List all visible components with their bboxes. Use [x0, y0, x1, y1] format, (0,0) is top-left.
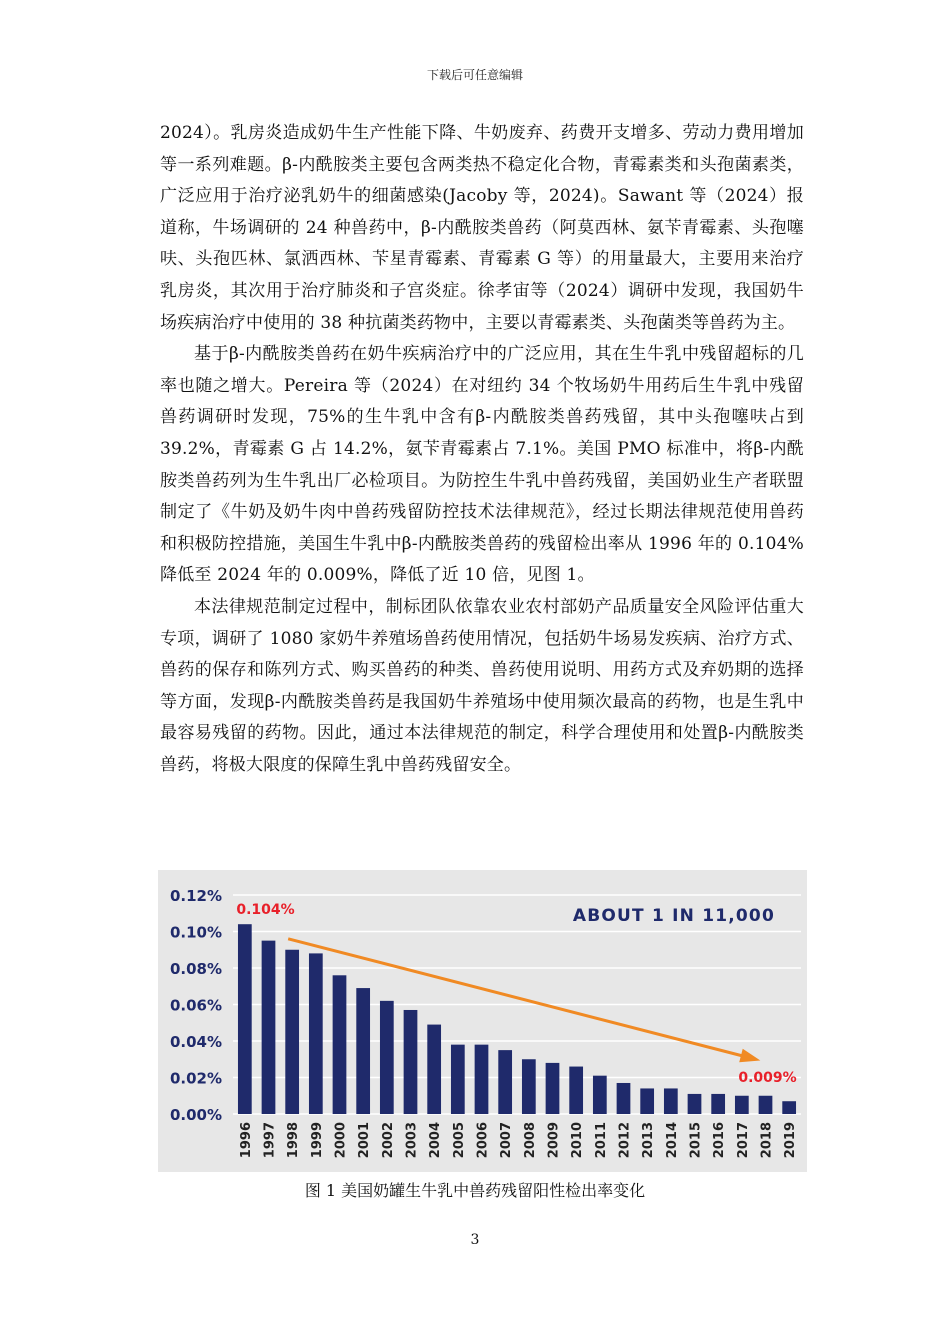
- paragraph-2: 基于β-内酰胺类兽药在奶牛疾病治疗中的广泛应用，其在生牛乳中残留超标的几率也随之增大。Pereira 等（2024）在对纽约 34 个牧场奶牛用药后生牛乳中残留兽药调研时发现，75%的生牛乳中含有β-内酰胺类兽药残留，其中头孢噻呋占到 39.2%，青霉素 G 占 14.2%，氨苄青霉素占 7.1%。美国 PMO 标准中，将β-内酰胺类兽药列为生牛乳出厂必检项目。为防控生牛乳中兽药残留，美国奶业生产者联盟制定了《牛奶及奶牛肉中兽药残留防控技术法律规范》，经过长期法律规范使用兽药和积极防控措施，美国生牛乳中β-内酰胺类兽药的残留检出率从 1996 年的 0.104%降低至 2024 年的 0.009%，降低了近 10 倍，见图 1。: [160, 344, 804, 586]
- y-tick-label: 0.08%: [169, 960, 222, 978]
- residue-chart: [158, 870, 807, 1172]
- bar-2000: [333, 975, 347, 1114]
- bar-2011: [593, 1076, 607, 1114]
- x-tick-label: 1996: [238, 1122, 254, 1159]
- bar-2013: [640, 1088, 654, 1114]
- x-tick-label: 2015: [688, 1122, 704, 1159]
- bar-2002: [380, 1001, 394, 1114]
- bar-2012: [617, 1083, 631, 1114]
- x-tick-label: 1998: [286, 1122, 302, 1159]
- figure-caption: 图 1 美国奶罐生牛乳中兽药残留阳性检出率变化: [304, 1181, 646, 1200]
- x-tick-label: 2012: [617, 1122, 633, 1159]
- x-tick-label: 2003: [404, 1122, 420, 1159]
- bar-1996: [238, 924, 252, 1114]
- x-tick-label: 2016: [712, 1122, 728, 1159]
- y-tick-label: 0.04%: [169, 1033, 222, 1051]
- x-tick-label: 2007: [499, 1122, 515, 1159]
- x-tick-label: 2005: [451, 1122, 467, 1159]
- y-tick-label: 0.00%: [169, 1106, 222, 1124]
- bar-2019: [782, 1101, 796, 1114]
- x-tick-label: 2013: [641, 1122, 657, 1159]
- end-value-label: 0.009%: [738, 1070, 797, 1086]
- bar-2014: [664, 1088, 678, 1114]
- bar-2017: [735, 1096, 749, 1114]
- bar-2003: [404, 1010, 418, 1114]
- y-tick-label: 0.02%: [169, 1069, 222, 1088]
- y-tick-label: 0.12%: [169, 887, 222, 905]
- x-tick-label: 2000: [333, 1122, 349, 1159]
- x-tick-label: 2009: [546, 1122, 562, 1159]
- bar-2009: [546, 1063, 560, 1114]
- bar-1999: [309, 953, 323, 1114]
- bar-2006: [475, 1045, 489, 1114]
- x-tick-label: 2004: [428, 1122, 444, 1159]
- bar-2004: [427, 1025, 441, 1114]
- x-tick-label: 2001: [357, 1122, 373, 1159]
- bar-2016: [711, 1094, 725, 1114]
- y-tick-label: 0.06%: [169, 996, 222, 1015]
- bar-2001: [356, 988, 370, 1114]
- bar-1997: [262, 941, 276, 1114]
- chart-headline: ABOUT 1 IN 11,000: [572, 906, 775, 926]
- bar-2005: [451, 1045, 465, 1114]
- bar-2015: [688, 1094, 702, 1114]
- bar-2010: [569, 1067, 583, 1114]
- x-tick-label: 1997: [262, 1122, 278, 1159]
- x-tick-label: 1999: [309, 1122, 325, 1159]
- bar-2018: [759, 1096, 773, 1114]
- x-tick-label: 2006: [475, 1122, 491, 1159]
- x-tick-label: 2018: [759, 1122, 775, 1159]
- paragraph-3: 本法律规范制定过程中，制标团队依靠农业农村部奶产品质量安全风险评估重大专项，调研了 1080 家奶牛养殖场兽药使用情况，包括奶牛场易发疾病、治疗方式、兽药的保存和陈列方式、购买兽药的种类、兽药使用说明、用药方式及弃奶期的选择等方面，发现β-内酰胺类兽药是我国奶牛养殖场中使用频次最高的药物，也是生乳中最容易残留的药物。因此，通过本法律规范的制定，科学合理使用和处置β-内酰胺类兽药，将极大限度的保障生乳中兽药残留安全。: [160, 596, 804, 775]
- x-tick-label: 2002: [380, 1122, 396, 1159]
- page-number: 3: [470, 1232, 480, 1248]
- body-text: [160, 118, 804, 781]
- x-tick-label: 2008: [522, 1122, 538, 1159]
- bar-2008: [522, 1059, 536, 1114]
- x-tick-label: 2017: [735, 1122, 751, 1159]
- x-tick-label: 2011: [593, 1122, 609, 1159]
- x-tick-label: 2019: [783, 1122, 799, 1159]
- bar-1998: [285, 950, 299, 1114]
- x-tick-label: 2010: [570, 1122, 586, 1159]
- page-header: 下载后可任意编辑: [426, 68, 523, 82]
- trend-arrow-head: [739, 1049, 760, 1063]
- bar-2007: [498, 1050, 512, 1114]
- y-tick-label: 0.10%: [169, 923, 222, 942]
- paragraph-1: 2024）。乳房炎造成奶牛生产性能下降、牛奶废弃、药费开支增多、劳动力费用增加等一系列难题。β-内酰胺类主要包含两类热不稳定化合物，青霉素类和头孢菌素类，广泛应用于治疗泌乳奶牛的细菌感染(Jacoby 等，2024)。Sawant 等（2024）报道称，牛场调研的 24 种兽药中，β-内酰胺类兽药（阿莫西林、氨苄青霉素、头孢噻呋、头孢匹林、氯洒西林、苄星青霉素、青霉素 G 等）的用量最大，主要用来治疗乳房炎，其次用于治疗肺炎和子宫炎症。徐孝宙等（2024）调研中发现，我国奶牛场疾病治疗中使用的 38 种抗菌类药物中，主要以青霉素类、头孢菌类等兽药为主。: [160, 123, 804, 333]
- x-tick-label: 2014: [664, 1122, 680, 1159]
- chart-svg: [158, 870, 807, 1172]
- start-value-label: 0.104%: [236, 902, 295, 918]
